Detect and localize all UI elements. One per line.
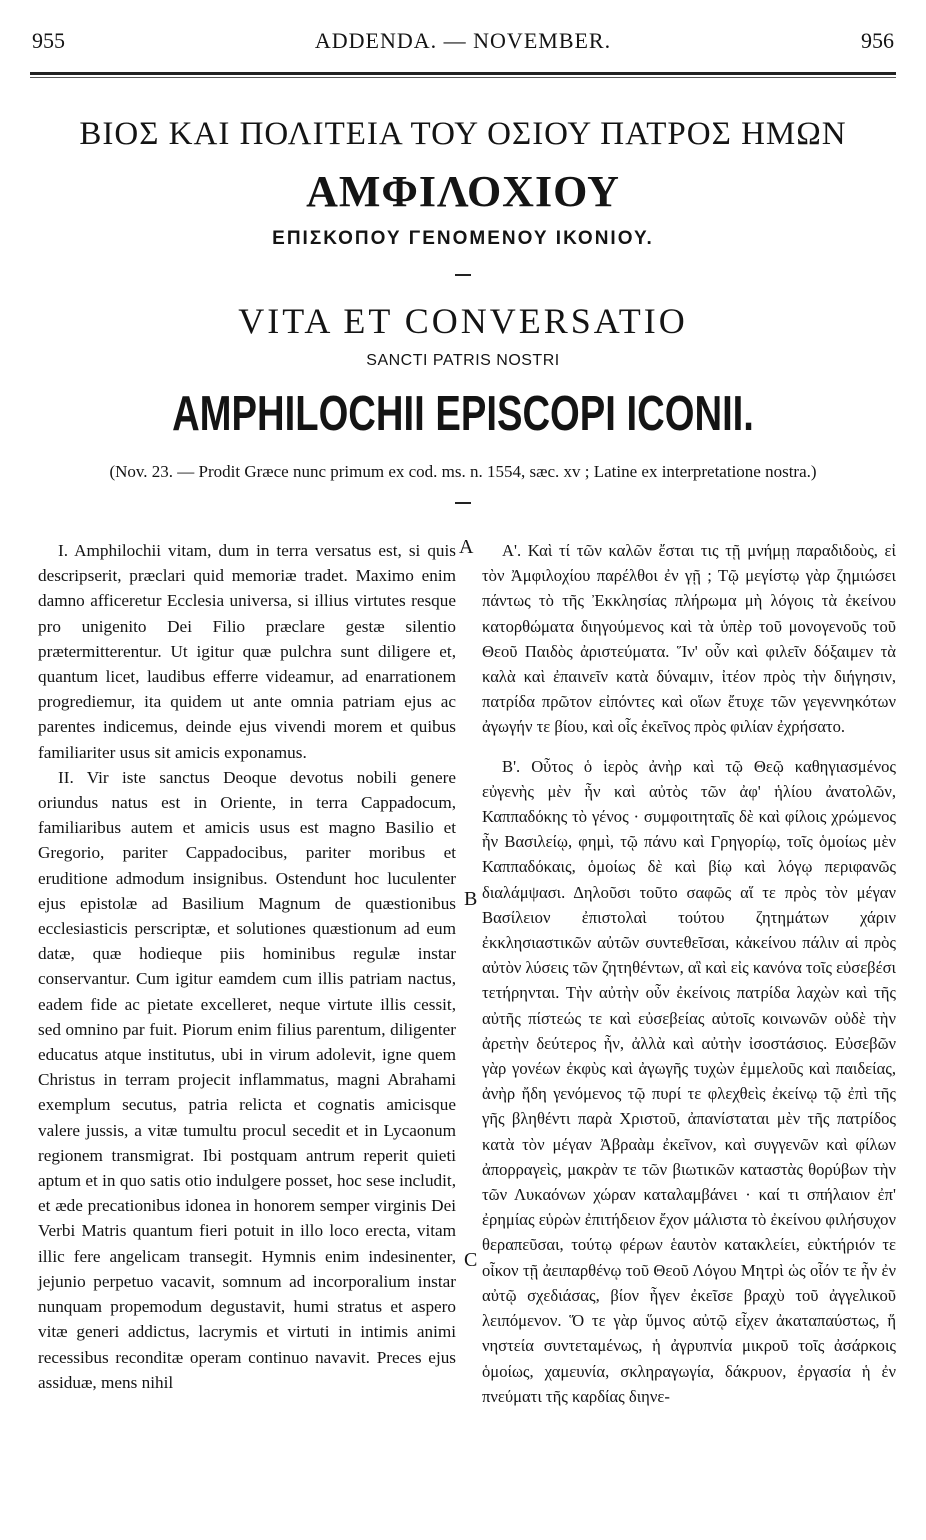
note-divider	[455, 502, 471, 504]
greek-paragraph-2: Β'. Οὗτος ὁ ἱερὸς ἀνὴρ καὶ τῷ Θεῷ καθηγιασμένος εὐγενὴς μὲν ἦν καὶ αὐτὸς τῶν ἀφ' ἡλίου ἀνατολῶν, Καππαδόκης τὸ γένος · συμφοιτηταῖς δὲ καὶ φίλοις χρώμενος ἦν Βασιλείῳ, φημὶ, τῷ πάνυ καὶ Γρηγορίῳ, τοῖς ὁμοίως μὲν Καππαδόκαις, ὁμοίως δὲ καὶ βίῳ καὶ λόγῳ περιφανῶς διαλάμψασι. Δηλοῦσι τοῦτο σαφῶς αἵ τε πρὸς τὸν μέγαν Βασίλειον ἐπιστολαὶ τούτου ζητημάτων χάριν ἐκκλησιαστικῶν αὐτῶν συντεθεῖσαι, κἀκείνου πάλιν αἱ πρὸς αὐτὸν λύσεις τῶν ζητηθέντων, αἳ καὶ εἰς κανόνα τοῖς εὐσεβέσι τετήρηνται. Τὴν αὐτὴν οὖν ἐκείνοις πατρίδα λαχὼν καὶ τῆς αὐτῆς πίστεώς τε καὶ εὐσεβείας αὐτοῖς κοινωνῶν οὐδὲ τὴν ἀρετὴν δεύτερος ἦν, ἀλλὰ καὶ αὐτὴν ἰσοστάσιος. Εὐσεβῶν γὰρ γονέων ἐκφὺς καὶ ἀγωγῆς τυχὼν ἐμμελοῦς καὶ παιδείας, ἀνὴρ ἤδη γενόμενος τῷ πυρί τε φλεχθεὶς ἐκείνῳ τῷ ἐπὶ τῆς γῆς βληθέντι παρὰ Χριστοῦ, ἀπανίσταται μὲν τῆς πατρίδος κατὰ τὸν μέγαν Ἀβραὰμ ἐκεῖνον, καὶ συγγενῶν καὶ φίλων ἀπορραγεὶς, μακρὰν τε τῶν βιωτικῶν καταστὰς θορύβων τὴν τῶν Λυκαόνων χώραν καταλαμβάνει · καί τι σπήλαιον ἐπ' ἐρημίας εὑρὼν ἐπιτήδειον ἔχον μάλιστα τὸ ἐκείνου φιλήσυχον θεραπεῦσαι, τούτῳ φέρων ἑαυτὸν κατακλείει, εὐκτήριόν τε οἶκον τῇ ἀειπαρθένῳ τοῦ Θεοῦ Λόγου Μητρὶ ὡς οἷόν τε ἦν ἐν αὐτῷ σχεδιάσας, βίον ἦγεν ἐκεῖσε βραχὺ τοῦ ἀγγελικοῦ λειπόμενον. Ὅ τε γὰρ ὕμνος αὐτῷ εἶχεν ἀκαταπαύστως, ἥ νηστεία συντεταμένως, ἡ ἀγρυπνία μικροῦ τοῖς ἀσάρκοις ὁμοίως, χαμευνία, σκληραγωγία, δάκρυον, ἐργασία ἡ ἐν πνεύματι τῆς καρδίας διηνε-	[482, 756, 896, 1406]
running-title: ADDENDA. — NOVEMBER.	[314, 28, 612, 53]
latin-paragraph-2: II. Vir iste sanctus Deoque devotus nobili genere oriundus natus est in Oriente, in terra Cappadocum, familiaribus autem et amicis usus est magno Basilio et Gregorio, pariter Cappadocibus, pariter moribus et eruditione admodum insignibus. Ostendunt hoc luculenter ejus epistolæ ad Basilium Magnum de quæstionibus ecclesiasticis perscriptæ, et solutiones quæstionum ad eum datæ, quæ hodieque piis hominibus regulæ instar conservantur. Cum igitur eamdem cum illis patriam nactus, eadem fide ac pietate excelleret, neque virtute illis cessit, sed omnino par fuit. Piorum enim filius parentum, diligenter educatus atque institutus, ubi in virum adolevit, igne quem Christus in terram projecit inflammatus, magni Abrahami exemplum secutus, patria relicta et cognatis amicisque valere jussis, a vitæ tumultu procul secedit et in Lycaonum regionem transmigrat. Ibi postquam antrum reperit quieti aptum et in quo satis otio indulgere posset, hoc sese includit, et æde precationibus idonea in honorem semper virginis Dei Verbi Matris quantum fieri potuit in illo loco erecta, vitam illic fere angelicam transegit. Hymnis enim indesinenter, jejunio perpetuo vacavit, somnum ad incorporalium instar nunquam propemodum degustavit, humi stratus et aspero vitæ generi addictus, lacrymis et virtuti in intimis animi recessibus reconditæ operam continuo navavit. Preces ejus assiduæ, mens nihil	[38, 767, 456, 1392]
edition-note: (Nov. 23. — Prodit Græce nunc primum ex cod. ms. n. 1554, sæc. xv ; Latine ex interpretatione nostra.)	[109, 462, 817, 481]
latin-title-name: AMPHILOCHII EPISCOPI ICONII.	[172, 387, 754, 441]
header-rule	[30, 72, 896, 78]
title-divider	[455, 274, 471, 276]
latin-title-line-1: VITA ET CONVERSATIO	[238, 301, 688, 341]
column-marker-a: A	[459, 536, 474, 558]
latin-column	[38, 538, 456, 1395]
page-number-right: 956	[861, 28, 894, 53]
page-number-left: 955	[32, 28, 65, 53]
latin-paragraph-1: I. Amphilochii vitam, dum in terra versatus est, si quis descripserit, præclari quid memoriæ tradet. Maximo enim damno afficeretur Ecclesia universa, si illius virtutes resque pro unigenito Dei Filio præclare gestæ silentio prætermitterentur. Ut igitur quæ pulchra sunt diligere et, quantum licet, laudibus efferre videamur, ad enarrationem progrediemur, ita quidem ut ante omnia patriam ejus ac parentes indicemus, deinde ejus vivendi morem et quibus familiariter usus sit amicis exponamus.	[38, 541, 456, 762]
latin-title-line-2: SANCTI PATRIS NOSTRI	[366, 352, 560, 369]
greek-title-name: ΑΜΦΙΛΟΧΙΟΥ	[306, 167, 620, 216]
column-marker-b: B	[464, 888, 478, 910]
running-header	[32, 28, 894, 58]
greek-column	[482, 538, 896, 1409]
column-marker-c: C	[464, 1249, 478, 1271]
greek-title-line-1: ΒΙΟΣ ΚΑΙ ΠΟΛΙΤΕΙΑ ΤΟΥ ΟΣΙΟΥ ΠΑΤΡΟΣ ΗΜΩΝ	[79, 116, 847, 152]
greek-title-line-3: ΕΠΙΣΚΟΠΟΥ ΓΕΝΟΜΕΝΟΥ ΙΚΟΝΙΟΥ.	[272, 228, 654, 249]
greek-paragraph-1: Α'. Καὶ τί τῶν καλῶν ἔσται τις τῇ μνήμῃ παραδιδοὺς, εἰ τὸν Ἀμφιλοχίου παρέλθοι ἐν γῇ ; Τῷ μεγίστῳ γὰρ ζημιώσει πάντως τὸ τῆς Ἐκκλησίας πλήρωμα μὴ λόγοις τὰ ἐκείνου κατορθώματα διηγούμενος καὶ τὰ ὑπὲρ τοῦ μονογενοῦς τοῦ Θεοῦ Παιδὸς ἀριστεύματα. Ἵν' οὖν καὶ φιλεῖν δόξαιμεν τὰ καλὰ καὶ ἐπαινεῖν κατὰ δύναμιν, ἰτέον πρὸς τὴν διήγησιν, πατρίδα πρῶτον εἰπόντες καὶ οἵων ἔτυχε τῶν γεγεννηκότων ἀγωγήν τε βίου, καὶ οἷς ἐκεῖνος πρὸς φιλίαν ἐχρήσατο.	[482, 541, 896, 737]
